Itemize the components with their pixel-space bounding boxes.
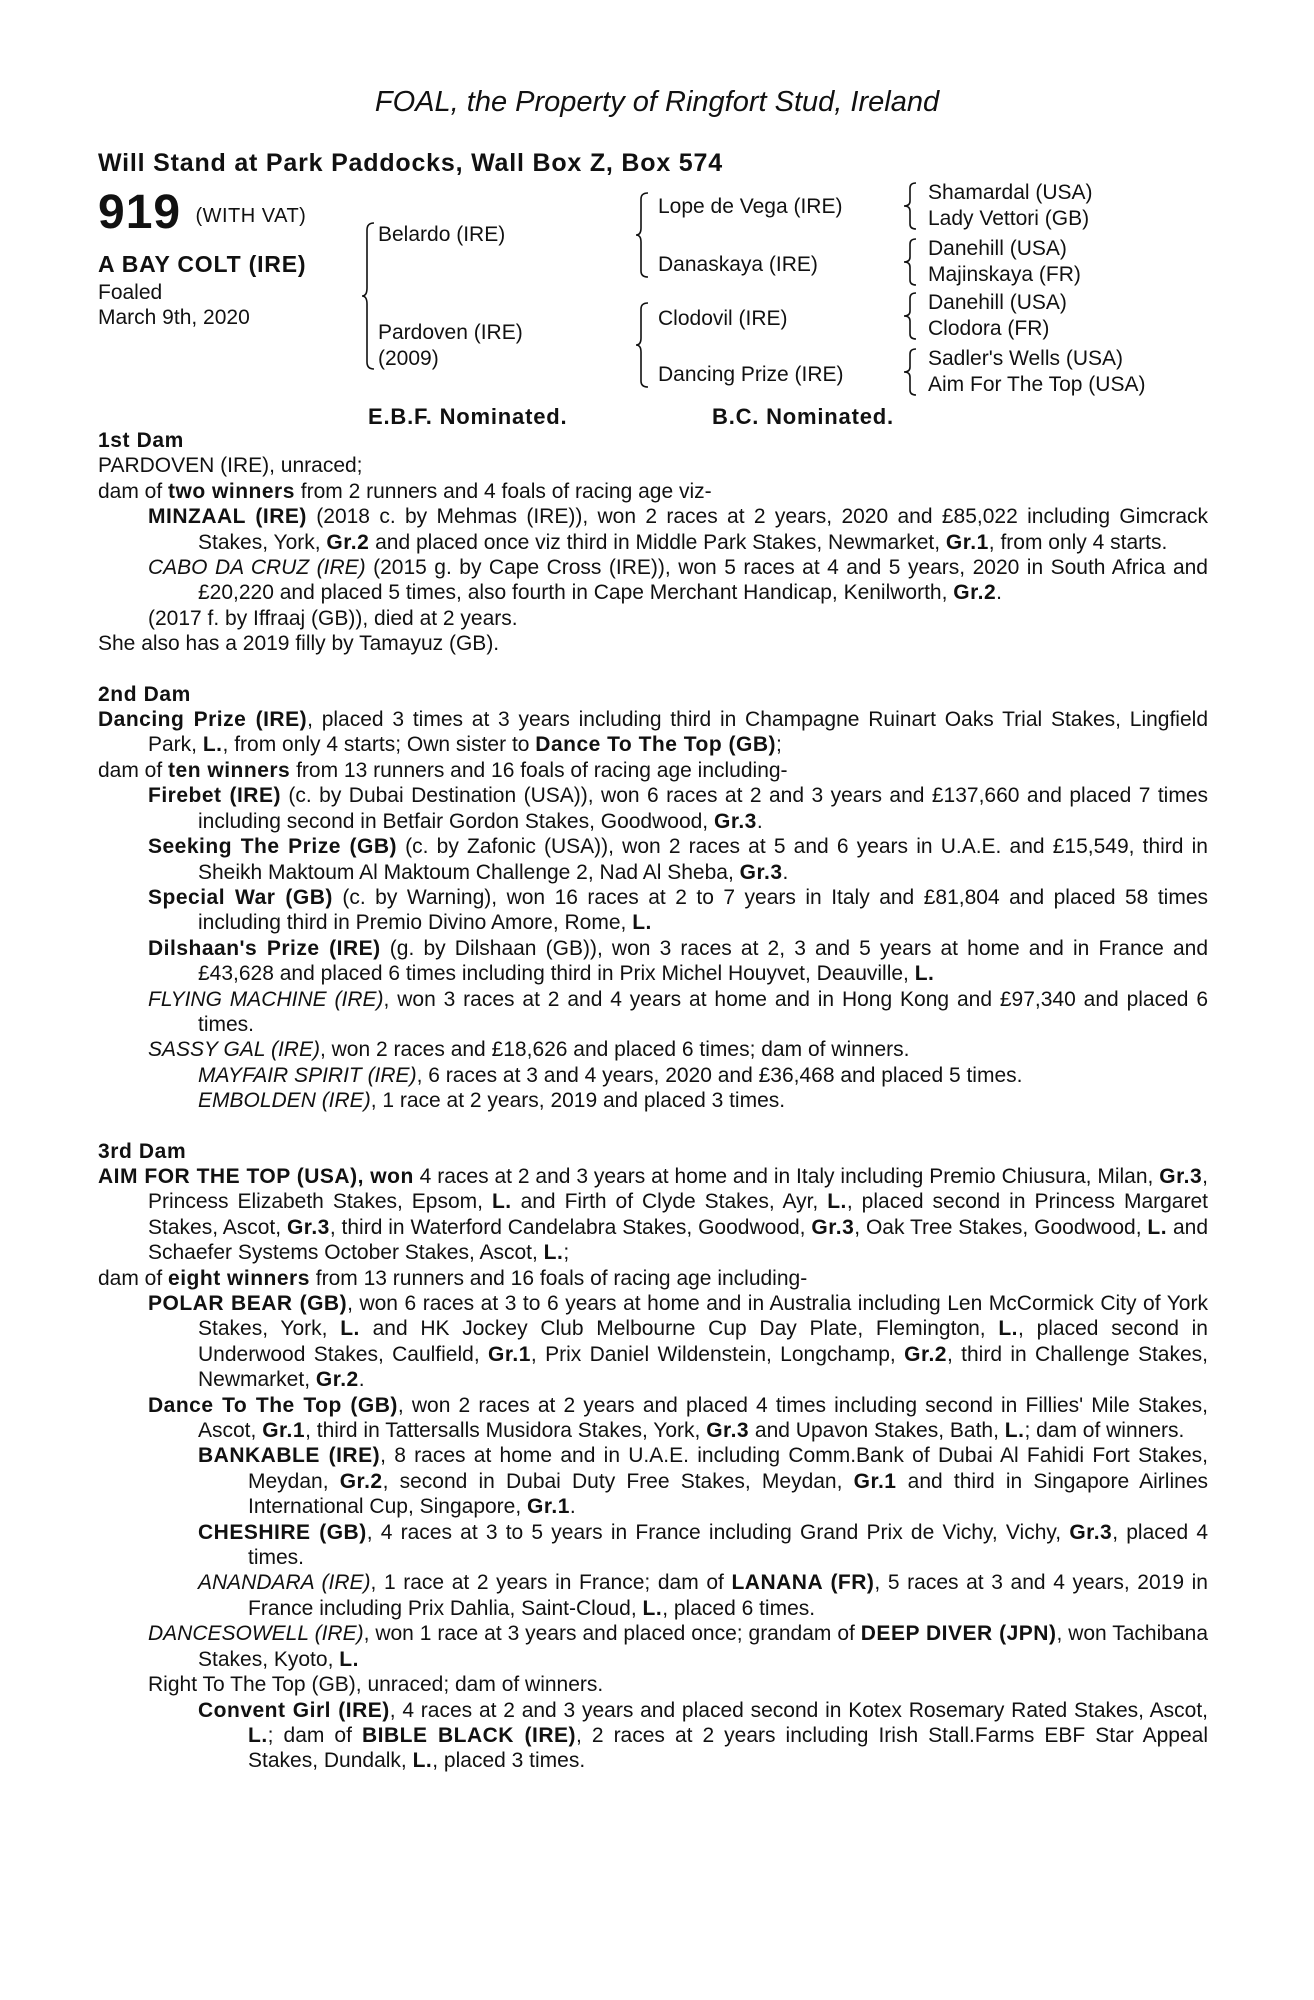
foaled-date: March 9th, 2020 [98,306,250,329]
entry-mayfair-spirit: MAYFAIR SPIRIT (IRE), 6 races at 3 and 4 years, 2020 and £36,468 and placed 5 times. [198,1063,1023,1087]
entry-cabo-da-cruz: CABO DA CRUZ (IRE) (2015 g. by Cape Cross (IRE)), won 5 races at 4 and 5 years, 2020 in South Africa and £20,220 and placed 5 times, also fourth in Cape Merchant Handicap, Kenilworth, Gr.2. [148,556,1208,605]
second-dam-summary: dam of ten winners from 13 runners and 16 foals of racing age including- [98,758,788,782]
third-dam-intro: AIM FOR THE TOP (USA), won 4 races at 2 and 3 years at home and in Italy including Premio Chiusura, Milan, Gr.3, Princess Elizabeth Stakes, Epsom, L. and Firth of Clyde Stakes, Ayr, L., placed second in Princess Margaret Stakes, Ascot, Gr.3, third in Waterford Candelabra Stakes, Goodwood, Gr.3, Oak Tree Stakes, Goodwood, L. and Schaefer Systems October Stakes, Ascot, L.; [98,1164,1208,1265]
stand-location: Will Stand at Park Paddocks, Wall Box Z, Box 574 [98,149,723,177]
entry-flying-machine: FLYING MACHINE (IRE), won 3 races at 2 and 4 years at home and in Hong Kong and £97,340 and placed 6 times. [148,987,1209,1036]
pedigree-dam-dam: Dancing Prize (IRE) [658,363,844,386]
entry-cheshire: CHESHIRE (GB), 4 races at 3 to 5 years in France including Grand Prix de Vichy, Vichy, Gr.3, placed 4 times. [198,1520,1208,1570]
entry-2017-filly: (2017 f. by Iffraaj (GB)), died at 2 years. [148,606,518,630]
bracket-main [362,222,376,370]
entry-bankable: BANKABLE (IRE), 8 races at home and in U.A.E. including Comm.Bank of Dubai Al Fahidi Fort Stakes, Meydan, Gr.2, second in Dubai Duty Free Stakes, Meydan, Gr.1 and third in Singapore Airlines International Cup, Singapore, Gr.1. [198,1444,1208,1519]
pedigree-ggp-3: Danehill (USA) [928,237,1067,260]
pedigree-sire-dam: Danaskaya (IRE) [658,253,818,276]
entry-polar-bear: POLAR BEAR (GB), won 6 races at 3 to 6 years at home and in Australia including Len McCormick City of York Stakes, York, L. and HK Jockey Club Melbourne Cup Day Plate, Flemington, L., placed second in Underwood Stakes, Caulfield, Gr.1, Prix Daniel Wildenstein, Longchamp, Gr.2, third in Challenge Stakes, Newmarket, Gr.2. [148,1292,1208,1392]
entry-dilshaans-prize: Dilshaan's Prize (IRE) (g. by Dilshaan (GB)), won 3 races at 2, 3 and 5 years at home and in France and £43,628 and placed 6 times including third in Prix Michel Houyvet, Deauville, L. [148,936,1209,986]
pedigree-ggp-7: Sadler's Wells (USA) [928,347,1123,370]
bracket-sire [636,192,650,278]
entry-dance-to-the-top: Dance To The Top (GB), won 2 races at 2 years and placed 4 times including second in Fillies' Mile Stakes, Ascot, Gr.1, third in Tattersalls Musidora Stakes, York, Gr.3 and Upavon Stakes, Bath, L.; dam of winners. [148,1393,1208,1443]
property-title: FOAL, the Property of Ringfort Stud, Ireland [374,86,940,118]
entry-anandara: ANANDARA (IRE), 1 race at 2 years in France; dam of LANANA (FR), 5 races at 3 and 4 years, 2019 in France including Prix Dahlia, Saint-Cloud, L., placed 6 times. [198,1571,1208,1620]
bracket-ggp-3 [904,292,918,340]
second-dam-heading: 2nd Dam [98,682,191,706]
pedigree-ggp-6: Clodora (FR) [928,317,1050,340]
entry-sassy-gal: SASSY GAL (IRE), won 2 races and £18,626 and placed 6 times; dam of winners. [148,1038,910,1062]
lot-description: A BAY COLT (IRE) [98,251,307,277]
first-dam-summary: dam of two winners from 2 runners and 4 foals of racing age viz- [98,479,712,503]
third-dam-summary: dam of eight winners from 13 runners and 16 foals of racing age including- [98,1266,808,1290]
ebf-nominated: E.B.F. Nominated. [368,404,568,429]
first-dam-intro: PARDOVEN (IRE), unraced; [98,454,363,478]
entry-special-war: Special War (GB) (c. by Warning), won 16 races at 2 to 7 years in Italy and £81,804 and placed 58 times including third in Premio Divino Amore, Rome, L. [148,885,1208,935]
entry-convent-girl: Convent Girl (IRE), 4 races at 2 and 3 years and placed second in Kotex Rosemary Rated Stakes, Ascot, L.; dam of BIBLE BLACK (IRE), 2 races at 2 years including Irish Stall.Farms EBF Star Appeal Stakes, Dundalk, L., placed 3 times. [198,1698,1209,1773]
third-dam-heading: 3rd Dam [98,1139,187,1163]
produce-record [98,428,1208,1774]
vat-note: (WITH VAT) [195,205,307,227]
pedigree-ggp-8: Aim For The Top (USA) [928,373,1146,396]
lot-number [98,188,306,241]
pedigree-sire: Belardo (IRE) [378,223,506,246]
entry-firebet: Firebet (IRE) (c. by Dubai Destination (USA)), won 6 races at 2 and 3 years and £137,660 and placed 7 times including second in Betfair Gordon Stakes, Goodwood, Gr.3. [148,784,1209,833]
entry-seeking-the-prize: Seeking The Prize (GB) (c. by Zafonic (USA)), won 2 races at 5 and 6 years in U.A.E. and £15,549, third in Sheikh Maktoum Al Maktoum Challenge 2, Nad Al Sheba, Gr.3. [148,835,1208,884]
foaled-label: Foaled [98,281,163,304]
pedigree-ggp-2: Lady Vettori (GB) [928,207,1090,230]
pedigree-ggp-1: Shamardal (USA) [928,181,1093,204]
entry-right-to-the-top: Right To The Top (GB), unraced; dam of winners. [148,1673,604,1697]
lot-number-value: 919 [98,186,182,239]
bc-nominated: B.C. Nominated. [712,404,894,429]
pedigree-ggp-5: Danehill (USA) [928,291,1067,314]
bracket-ggp-1 [904,182,918,230]
second-dam-intro: Dancing Prize (IRE), placed 3 times at 3 years including third in Champagne Ruinart Oaks Trial Stakes, Lingfield Park, L., from only 4 starts; Own sister to Dance To The Top (GB); [98,708,1209,757]
pedigree-dam-year: (2009) [378,347,439,370]
entry-embolden: EMBOLDEN (IRE), 1 race at 2 years, 2019 and placed 3 times. [198,1089,786,1113]
bracket-dam [636,302,650,388]
pedigree-dam: Pardoven (IRE) [378,321,523,344]
first-dam-heading: 1st Dam [98,429,184,452]
entry-dancesowell: DANCESOWELL (IRE), won 1 race at 3 years and placed once; grandam of DEEP DIVER (JPN), won Tachibana Stakes, Kyoto, L. [148,1622,1208,1671]
bracket-ggp-2 [904,238,918,286]
pedigree-ggp-4: Majinskaya (FR) [928,263,1081,286]
pedigree-sire-sire: Lope de Vega (IRE) [658,195,843,218]
first-dam-also: She also has a 2019 filly by Tamayuz (GB). [98,632,500,656]
pedigree-dam-sire: Clodovil (IRE) [658,307,788,330]
entry-minzaal: MINZAAL (IRE) (2018 c. by Mehmas (IRE)), won 2 races at 2 years, 2020 and £85,022 including Gimcrack Stakes, York, Gr.2 and placed once viz third in Middle Park Stakes, Newmarket, Gr.1, from only 4 starts. [148,505,1208,554]
bracket-ggp-4 [904,348,918,396]
